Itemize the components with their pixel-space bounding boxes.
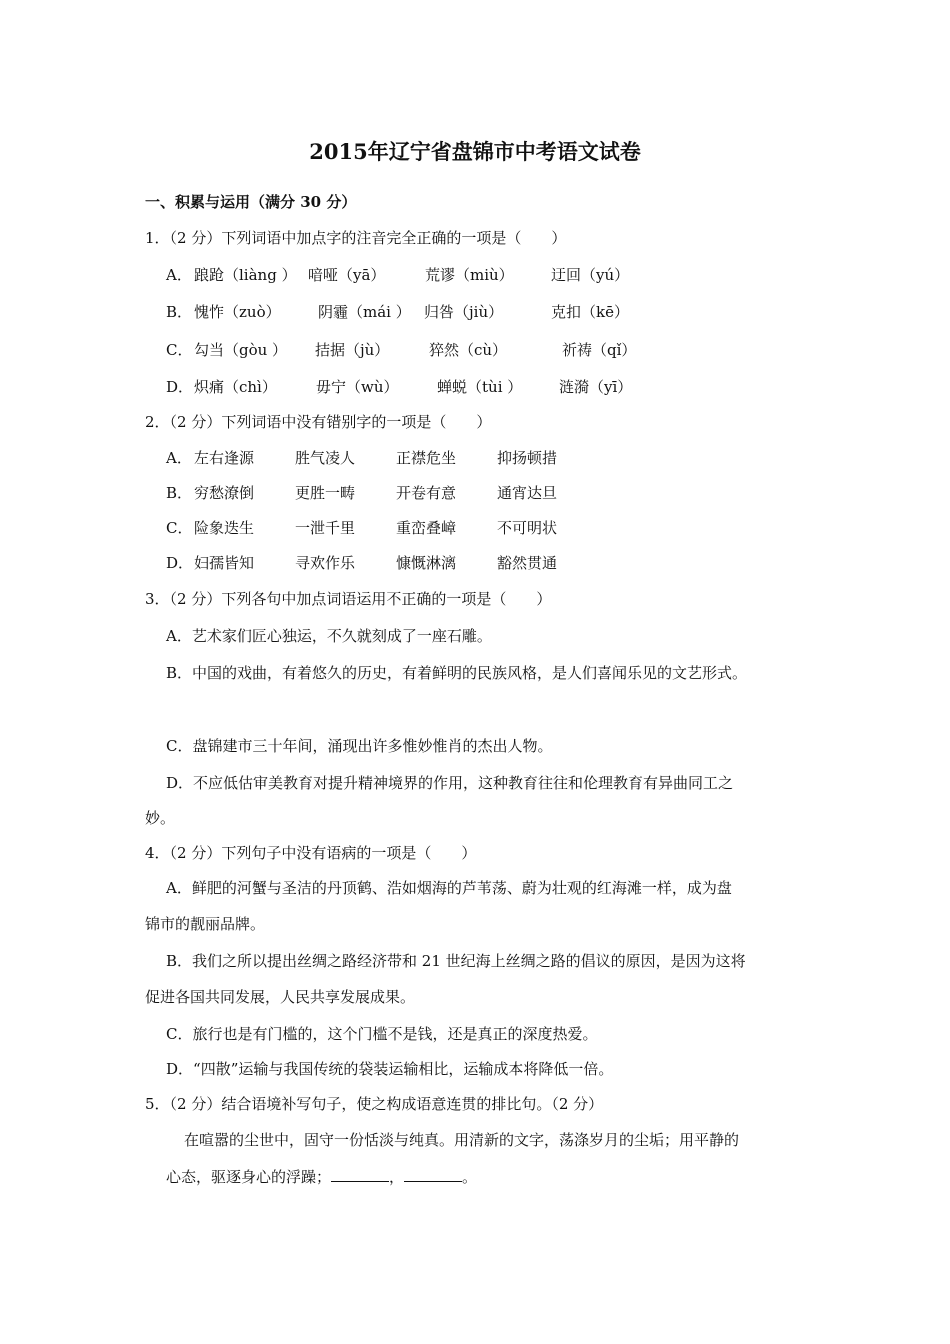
option-item: 险象迭生 xyxy=(194,519,255,537)
option-item: 正襟危坐 xyxy=(396,449,457,467)
question-3-option-d: D．不应低估审美教育对提升精神境界的作用，这种教育往往和伦理教育有异曲同工之 xyxy=(166,774,734,792)
option-item: 迂回（yú） xyxy=(551,266,630,284)
page-title: 2015年辽宁省盘锦市中考语文试卷 xyxy=(309,139,641,164)
question-4-option-b: B．我们之所以提出丝绸之路经济带和 21 世纪海上丝绸之路的倡议的原因，是因为这将 xyxy=(166,952,746,970)
option-item: 蝉蜕（tùi ） xyxy=(437,378,523,396)
option-label: D． xyxy=(166,554,194,572)
question-4-option-a-continued: 锦市的靓丽品牌。 xyxy=(145,915,266,933)
question-5-passage: 在喧嚣的尘世中，固守一份恬淡与纯真。用清新的文字，荡涤岁月的尘垢；用平静的 xyxy=(184,1131,740,1149)
question-3-option-c: C．盘锦建市三十年间，涌现出许多惟妙惟肖的杰出人物。 xyxy=(166,737,553,755)
option-item: 一泄千里 xyxy=(295,519,356,537)
option-item: 不可明状 xyxy=(497,519,558,537)
question-3-option-d-continued: 妙。 xyxy=(145,809,176,827)
option-item: 更胜一畴 xyxy=(295,484,356,502)
option-item: 踉跄（liàng ） xyxy=(194,266,297,284)
option-item: 愧怍（zuò） xyxy=(194,303,281,321)
option-label: D． xyxy=(166,378,194,396)
option-item: 通宵达旦 xyxy=(497,484,558,502)
option-item: 涟漪（yī） xyxy=(559,378,633,396)
passage-text: 心态，驱逐身心的浮躁； xyxy=(166,1168,332,1186)
question-4-option-a: A．鲜肥的河蟹与圣洁的丹顶鹤、浩如烟海的芦苇荡、蔚为壮观的红海滩一样，成为盘 xyxy=(166,879,732,897)
question-4-option-d: D．“四散”运输与我国传统的袋装运输相比，运输成本将降低一倍。 xyxy=(166,1060,614,1078)
option-item: 阴霾（mái ） xyxy=(318,303,411,321)
option-item: 荒谬（miù） xyxy=(425,266,514,284)
option-item: 抑扬顿措 xyxy=(497,449,558,467)
option-item: 猝然（cù） xyxy=(429,341,508,359)
section-heading: 一、积累与运用（满分 30 分） xyxy=(145,193,357,211)
option-item: 拮据（jù） xyxy=(315,341,390,359)
option-label: A． xyxy=(166,449,192,467)
option-item: 开卷有意 xyxy=(396,484,457,502)
question-1-stem: 1．（2 分）下列词语中加点字的注音完全正确的一项是（ ） xyxy=(145,229,567,247)
option-item: 毋宁（wù） xyxy=(316,378,399,396)
question-3-option-b: B．中国的戏曲，有着悠久的历史，有着鲜明的民族风格，是人们喜闻乐见的文艺形式。 xyxy=(166,664,748,682)
option-item: 重峦叠嶂 xyxy=(396,519,457,537)
option-label: C． xyxy=(166,341,193,359)
passage-end: 。 xyxy=(462,1168,478,1186)
option-item: 炽痛（chì） xyxy=(194,378,277,396)
option-item: 勾当（gòu ） xyxy=(194,341,288,359)
question-5-passage-continued xyxy=(166,1166,477,1187)
option-label: C． xyxy=(166,519,193,537)
option-item: 克扣（kē） xyxy=(551,303,629,321)
question-4-stem: 4．（2 分）下列句子中没有语病的一项是（ ） xyxy=(145,844,477,862)
option-label: B． xyxy=(166,303,193,321)
answer-blank-1[interactable] xyxy=(331,1167,389,1182)
passage-separator: ， xyxy=(389,1168,405,1186)
option-item: 穷愁潦倒 xyxy=(194,484,255,502)
option-item: 妇孺皆知 xyxy=(194,554,255,572)
option-item: 慷慨淋漓 xyxy=(396,554,457,572)
question-5-stem: 5．（2 分）结合语境补写句子，使之构成语意连贯的排比句。（2 分） xyxy=(145,1095,604,1113)
question-3-stem: 3．（2 分）下列各句中加点词语运用不正确的一项是（ ） xyxy=(145,590,552,608)
option-item: 左右逢源 xyxy=(194,449,255,467)
option-item: 胜气凌人 xyxy=(295,449,356,467)
option-item: 寻欢作乐 xyxy=(295,554,356,572)
question-4-option-c: C．旅行也是有门槛的，这个门槛不是钱，还是真正的深度热爱。 xyxy=(166,1025,598,1043)
option-item: 归咎（jiù） xyxy=(424,303,504,321)
answer-blank-2[interactable] xyxy=(404,1167,462,1182)
question-3-option-a: A．艺术家们匠心独运，不久就刻成了一座石雕。 xyxy=(166,627,492,645)
question-2-stem: 2．（2 分）下列词语中没有错别字的一项是（ ） xyxy=(145,413,492,431)
option-item: 祈祷（qǐ） xyxy=(562,341,637,359)
question-4-option-b-continued: 促进各国共同发展，人民共享发展成果。 xyxy=(145,988,416,1006)
option-label: A． xyxy=(166,266,192,284)
option-item: 豁然贯通 xyxy=(497,554,558,572)
option-item: 喑哑（yā） xyxy=(308,266,386,284)
option-label: B． xyxy=(166,484,193,502)
